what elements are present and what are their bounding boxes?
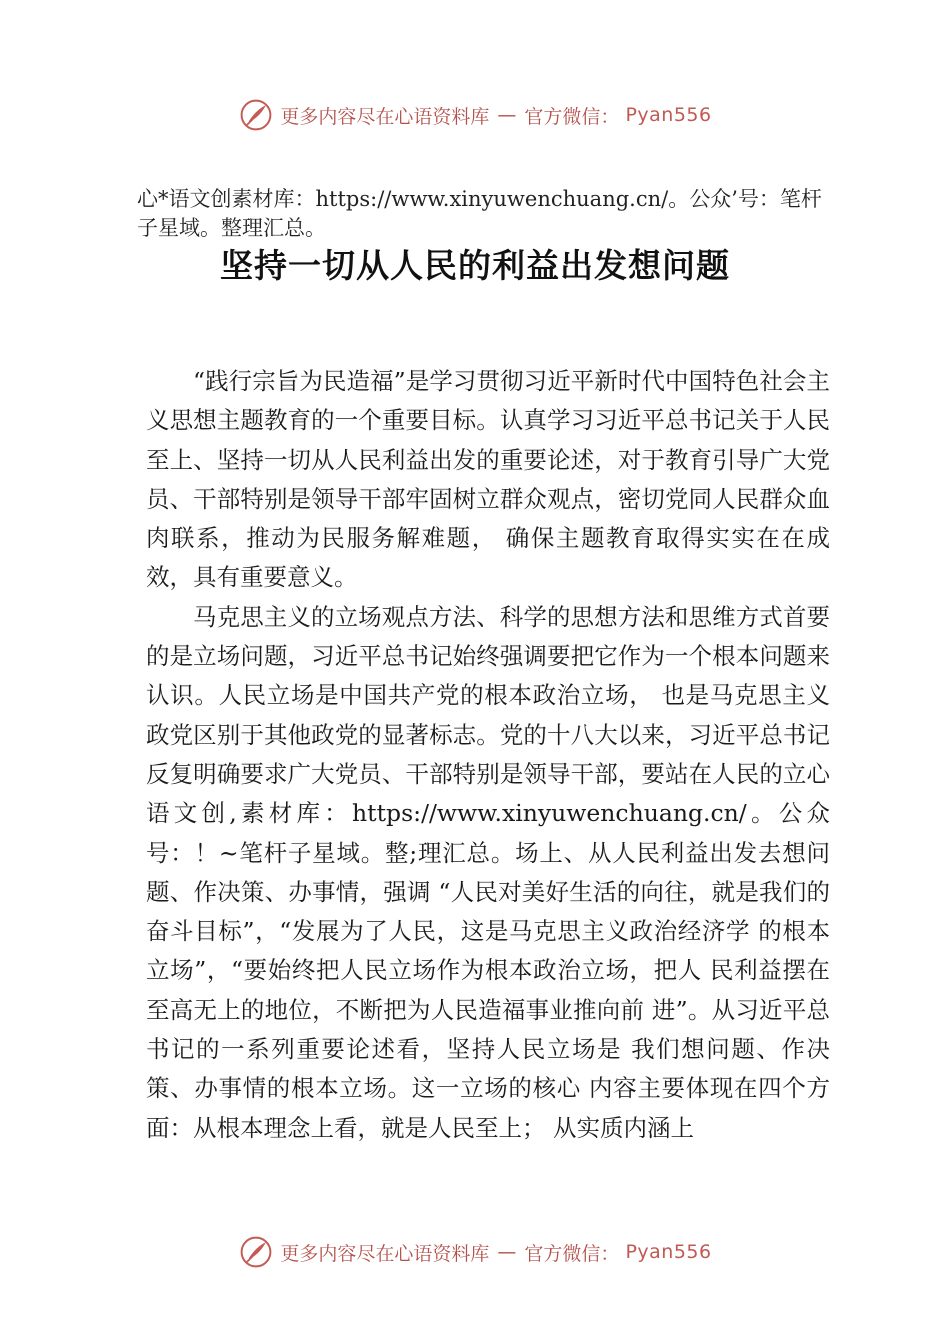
body-text bbox=[146, 362, 830, 1148]
watermark-wechat-id: Pyan556 bbox=[625, 1241, 712, 1263]
watermark-wechat-id: Pyan556 bbox=[625, 104, 712, 126]
watermark-text: 更多内容尽在心语资料库 bbox=[280, 105, 490, 128]
header-watermark bbox=[0, 93, 950, 137]
paragraph: 马克思主义的立场观点方法、科学的思想方法和思维方式首要的是立场问题，习近平总书记始终强调要把它作为一个根本问题来认识。人民立场是中国共产党的根本政治立场， 也是马克思主义政党区别于其他政党的显著标志。党的十八大以来，习近平总书记反复明确要求广大党员、干部特别是领导干部，要站在人民的立心语文创,素材库：https://www.xinyuwenchuang.cn/。公众号：！~笔杆子星域。整;理汇总。场上、从人民利益出发去想问题、作决策、办事情，强调 “人民对美好生活的向往，就是我们的奋斗目标”，“发展为了人民，这是马克思主义政治经济学 的根本立场”，“要始终把人民立场作为根本政治立场，把人 民利益摆在至高无上的地位，不断把为人民造福事业推向前 进”。从习近平总书记的一系列重要论述看，坚持人民立场是 我们想问题、作决策、办事情的根本立场。这一立场的核心 内容主要体现在四个方面：从根本理念上看，就是人民至上； 从实质内涵上 bbox=[146, 602, 830, 1142]
watermark-text: 更多内容尽在心语资料库 bbox=[280, 1242, 490, 1265]
source-line: 心*语文创素材库：https://www.xinyuwenchuang.cn/。公众’号：笔杆子星域。整理汇总。 bbox=[137, 187, 822, 240]
watermark-separator: — bbox=[497, 104, 517, 126]
watermark-wechat-label: 官方微信： bbox=[524, 1242, 620, 1265]
paragraph: “践行宗旨为民造福”是学习贯彻习近平新时代中国特色社会主义思想主题教育的一个重要目标。认真学习习近平总书记关于人民至上、坚持一切从人民利益出发的重要论述，对于教育引导广大党员、干部特别是领导干部牢固树立群众观点，密切党同人民群众血肉联系，推动为民服务解难题， 确保主题教育取得实实在在成效，具有重要意义。 bbox=[146, 367, 830, 592]
watermark-separator: — bbox=[497, 1241, 517, 1263]
footer-watermark bbox=[0, 1230, 950, 1274]
quill-pen-icon bbox=[238, 1234, 274, 1270]
document-title: 坚持一切从人民的利益出发想问题 bbox=[220, 246, 730, 285]
watermark-wechat-label: 官方微信： bbox=[524, 105, 620, 128]
quill-pen-icon bbox=[238, 97, 274, 133]
